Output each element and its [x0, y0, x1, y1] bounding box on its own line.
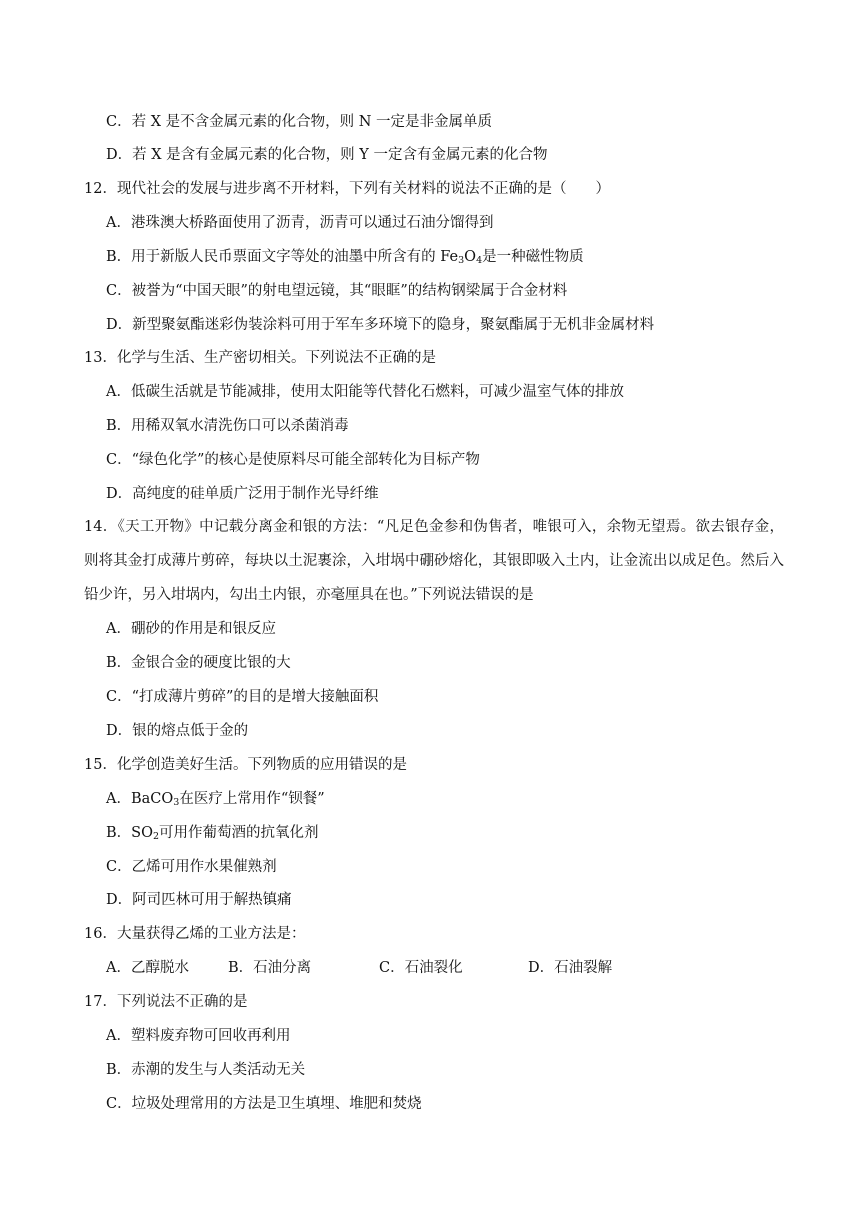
option-q12-b: B．用于新版人民币票面文字等处的油墨中所含有的 $Fe_3O_4$是一种磁性物质	[106, 249, 584, 266]
option-q15-a: A．BaCO$_3$在医疗上常用作“钡餐”	[106, 791, 325, 808]
option-q14-c: C．“打成薄片剪碎”的目的是增大接触面积	[106, 689, 379, 705]
option-q13-d: D．高纯度的硅单质广泛用于制作光导纤维	[106, 486, 379, 502]
option-q11-d: D．若 X 是含有金属元素的化合物，则 Y 一定含有金属元素的化合物	[106, 147, 548, 163]
option-q13-a: A．低碳生活就是节能减排，使用太阳能等代替化石燃料，可减少温室气体的排放	[106, 384, 624, 400]
question-16-stem: 16．大量获得乙烯的工业方法是：	[84, 926, 306, 942]
option-q14-d: D．银的熔点低于金的	[106, 723, 249, 739]
option-q17-b: B．赤潮的发生与人类活动无关	[106, 1062, 306, 1078]
option-q15-b: B．$SO_2$可用作葡萄酒的抗氧化剂	[106, 825, 319, 842]
question-15-stem: 15．化学创造美好生活。下列物质的应用错误的是	[84, 757, 407, 773]
question-14-stem: 14．《天工开物》中记载分离金和银的方法：“凡足色金参和伪售者，唯银可入，余物无望焉。欲去银存金，则将其金打成薄片剪碎，每块以土泥裹涂，入坩埚中硼砂熔化，其银即吸入土内，让金流出以成足色。然后入铅少许，另入坩埚内，勾出土内银，亦毫厘具在也。”下列说法错误的是	[84, 519, 784, 603]
option-q17-a: A．塑料废弃物可回收再利用	[106, 1028, 291, 1044]
option-q12-a: A．港珠澳大桥路面使用了沥青，沥青可以通过石油分馏得到	[106, 215, 494, 231]
option-q16-b: B．石油分离	[228, 960, 312, 976]
question-13-stem: 13．化学与生活、生产密切相关。下列说法不正确的是	[84, 350, 436, 366]
option-q15-c: C．乙烯可用作水果催熟剂	[106, 859, 277, 875]
option-q14-b: B．金银合金的硬度比银的大	[106, 655, 291, 671]
question-17-stem: 17．下列说法不正确的是	[84, 994, 248, 1010]
option-q12-d: D．新型聚氨酯迷彩伪装涂料可用于军车多环境下的隐身，聚氨酯属于无机非金属材料	[106, 317, 655, 333]
option-q16-c: C．石油裂化	[379, 960, 463, 976]
question-12-stem: 12．现代社会的发展与进步离不开材料，下列有关材料的说法不正确的是（ ）	[84, 181, 610, 197]
option-q15-d: D．阿司匹林可用于解热镇痛	[106, 892, 292, 908]
option-q16-a: A．乙醇脱水	[106, 960, 189, 976]
option-q17-c: C．垃圾处理常用的方法是卫生填埋、堆肥和焚烧	[106, 1096, 422, 1112]
option-q13-c: C．“绿色化学”的核心是使原料尽可能全部转化为目标产物	[106, 452, 480, 468]
option-q11-c: C．若 X 是不含金属元素的化合物，则 N 一定是非金属单质	[106, 114, 493, 130]
option-q16-d: D．石油裂解	[528, 960, 613, 976]
option-q14-a: A．硼砂的作用是和银反应	[106, 621, 276, 637]
option-q12-c: C．被誉为“中国天眼”的射电望远镜，其“眼眶”的结构钢梁属于合金材料	[106, 283, 568, 299]
option-q13-b: B．用稀双氧水清洗伤口可以杀菌消毒	[106, 418, 349, 434]
